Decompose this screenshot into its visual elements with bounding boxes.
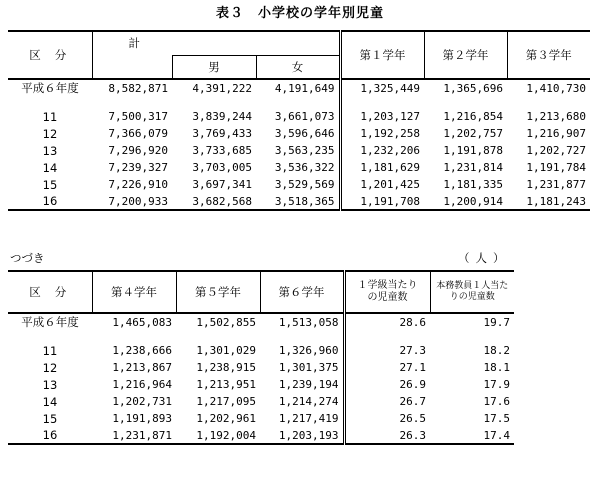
cell-total: 7,200,933 — [92, 193, 172, 210]
header-rowlabel: 区分 — [8, 31, 92, 79]
cell-male: 4,391,222 — [192, 81, 252, 95]
page-title: 表３ 小学校の学年別児童 — [215, 6, 384, 21]
cell-male: 3,703,005 — [192, 161, 252, 174]
cell-female: 4,191,649 — [274, 81, 335, 95]
table-row — [8, 193, 590, 210]
cell-g6: 1,239,194 — [278, 378, 339, 391]
cell-total: 7,296,920 — [108, 144, 168, 157]
cell-per_teacher: 18.1 — [483, 361, 510, 374]
row-label: 13 — [42, 143, 58, 158]
header-grade-6: 第６学年 — [260, 271, 344, 313]
cell-g4: 1,216,964 — [112, 378, 172, 391]
cell-per_class: 26.7 — [344, 393, 430, 410]
cell-g3: 1,213,680 — [526, 110, 586, 123]
table-row — [8, 159, 590, 176]
header-total: 計 — [92, 31, 340, 55]
header-per-teacher: 本務教員１人当たりの児童数 — [430, 271, 514, 313]
row-label: 16 — [8, 427, 92, 444]
cell-g5: 1,213,951 — [196, 378, 256, 391]
cell-g3: 1,181,243 — [507, 193, 590, 210]
unit-label: （人） — [458, 251, 511, 265]
cell-female: 3,661,073 — [274, 110, 335, 123]
cell-g2: 1,181,335 — [443, 178, 503, 191]
header-rowlabel-2: 区分 — [8, 271, 92, 313]
header-grade-5: 第５学年 — [176, 271, 260, 313]
cell-g6: 1,326,960 — [278, 344, 339, 357]
cell-g3: 1,216,907 — [526, 127, 586, 140]
cell-g4: 1,238,666 — [112, 344, 172, 357]
cell-g2: 1,216,854 — [443, 110, 503, 123]
cell-g6: 1,301,375 — [278, 361, 339, 374]
cell-g6: 1,513,058 — [278, 315, 339, 329]
cell-female: 3,536,322 — [274, 161, 335, 174]
cell-g1: 1,191,708 — [340, 193, 424, 210]
table-row — [8, 342, 514, 359]
cell-g1: 1,201,425 — [340, 176, 424, 193]
cell-total: 7,226,910 — [108, 178, 168, 191]
cell-female: 3,596,646 — [274, 127, 335, 140]
table-grades-4-6 — [8, 270, 514, 445]
cell-per_class: 26.5 — [344, 410, 430, 427]
cell-g1: 1,325,449 — [340, 79, 424, 96]
header-female: 女 — [256, 55, 340, 79]
table-row — [8, 176, 590, 193]
header-grade-4: 第４学年 — [92, 271, 176, 313]
cell-per_class: 26.3 — [344, 427, 430, 444]
cell-g3: 1,231,877 — [526, 178, 586, 191]
row-label: 11 — [42, 109, 58, 124]
table-row — [8, 142, 590, 159]
cell-male: 3,839,244 — [192, 110, 252, 123]
cell-g1: 1,232,206 — [340, 142, 424, 159]
row-gap — [8, 96, 590, 108]
row-label: 平成６年度 — [21, 81, 79, 95]
cell-g3: 1,202,727 — [526, 144, 586, 157]
cell-g4: 1,213,867 — [112, 361, 172, 374]
cell-g6: 1,217,419 — [278, 412, 339, 425]
row-label: 12 — [42, 126, 58, 141]
row-label: 16 — [8, 193, 92, 210]
cell-g5: 1,502,855 — [196, 315, 256, 329]
table-row — [8, 376, 514, 393]
cell-g5: 1,301,029 — [196, 344, 256, 357]
row-label: 15 — [42, 411, 58, 426]
cell-g5: 1,202,961 — [196, 412, 256, 425]
row-label: 平成６年度 — [21, 315, 79, 329]
cell-per_teacher: 17.5 — [483, 412, 510, 425]
table-row — [8, 125, 590, 142]
header-per-class: １学級当たりの児童数 — [344, 271, 430, 313]
cell-male: 3,682,568 — [172, 193, 256, 210]
cell-male: 3,733,685 — [192, 144, 252, 157]
cell-g1: 1,203,127 — [340, 108, 424, 125]
cell-g3: 1,191,784 — [526, 161, 586, 174]
table-grades-1-3 — [8, 30, 590, 211]
cell-per_class: 26.9 — [344, 376, 430, 393]
cell-g5: 1,192,004 — [176, 427, 260, 444]
table-row — [8, 427, 514, 444]
cell-g4: 1,231,871 — [92, 427, 176, 444]
cell-male: 3,769,433 — [192, 127, 252, 140]
cell-per_class: 27.1 — [344, 359, 430, 376]
cell-per_teacher: 17.9 — [483, 378, 510, 391]
cell-g5: 1,238,915 — [196, 361, 256, 374]
table-row — [8, 108, 590, 125]
header-grade-1: 第１学年 — [340, 31, 424, 79]
cell-g4: 1,465,083 — [112, 315, 172, 329]
header-grade-2: 第２学年 — [424, 31, 507, 79]
cell-per_teacher: 19.7 — [483, 315, 510, 329]
table-row — [8, 410, 514, 427]
cell-g3: 1,410,730 — [526, 81, 586, 95]
cell-g5: 1,217,095 — [196, 395, 256, 408]
cell-total: 8,582,871 — [108, 81, 168, 95]
cell-per_class: 27.3 — [344, 342, 430, 359]
header-male: 男 — [172, 55, 256, 79]
cell-total: 7,366,079 — [108, 127, 168, 140]
cell-g2: 1,231,814 — [443, 161, 503, 174]
cell-female: 3,518,365 — [256, 193, 340, 210]
table-row — [8, 313, 514, 330]
cell-per_teacher: 18.2 — [483, 344, 510, 357]
cell-g6: 1,214,274 — [278, 395, 339, 408]
cell-g1: 1,192,258 — [340, 125, 424, 142]
table-row — [8, 393, 514, 410]
cell-g2: 1,202,757 — [443, 127, 503, 140]
row-label: 14 — [42, 394, 58, 409]
row-gap — [8, 330, 514, 342]
cell-per_teacher: 17.4 — [430, 427, 514, 444]
table-row — [8, 79, 590, 96]
cell-g4: 1,191,893 — [112, 412, 172, 425]
cell-g2: 1,365,696 — [443, 81, 503, 95]
row-label: 15 — [42, 177, 58, 192]
cell-female: 3,529,569 — [274, 178, 335, 191]
row-label: 12 — [42, 360, 58, 375]
header-grade-3: 第３学年 — [507, 31, 590, 79]
row-label: 13 — [42, 377, 58, 392]
cell-per_class: 28.6 — [344, 313, 430, 330]
cell-total: 7,239,327 — [108, 161, 168, 174]
cell-per_teacher: 17.6 — [483, 395, 510, 408]
cell-male: 3,697,341 — [192, 178, 252, 191]
table-row — [8, 359, 514, 376]
cell-g2: 1,200,914 — [424, 193, 507, 210]
cell-g1: 1,181,629 — [340, 159, 424, 176]
cell-total: 7,500,317 — [108, 110, 168, 123]
cell-g6: 1,203,193 — [260, 427, 344, 444]
cell-g2: 1,191,878 — [443, 144, 503, 157]
row-label: 11 — [42, 343, 58, 358]
continued-label: つづき — [10, 251, 45, 265]
cell-g4: 1,202,731 — [112, 395, 172, 408]
cell-female: 3,563,235 — [274, 144, 335, 157]
row-label: 14 — [42, 160, 58, 175]
